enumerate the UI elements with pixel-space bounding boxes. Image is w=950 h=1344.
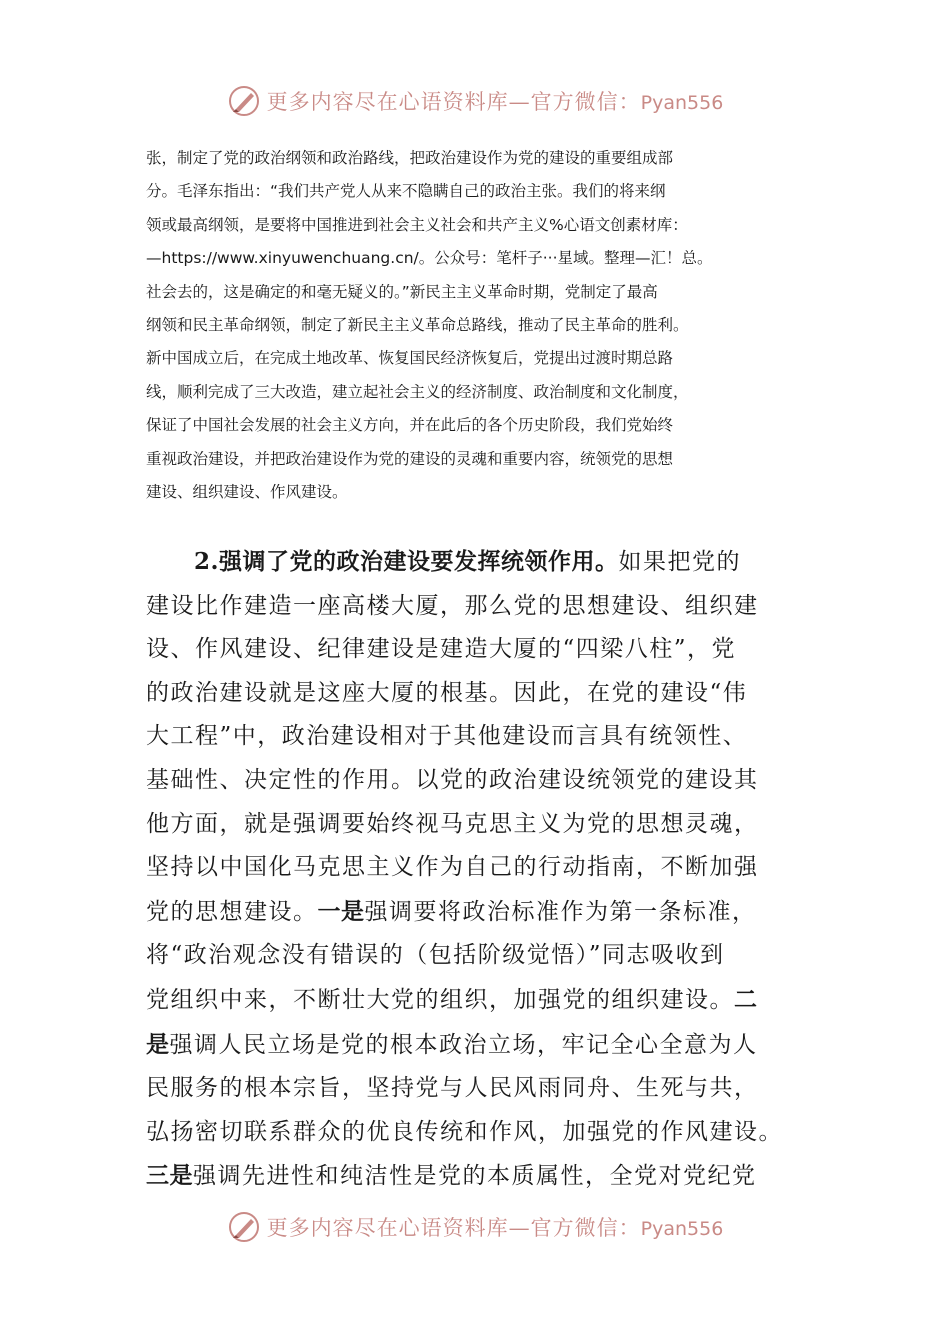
text-line: 新中国成立后，在完成土地改革、恢复国民经济恢复后，党提出过渡时期总路 — [146, 349, 674, 368]
text-line: 党组织中来，不断壮大党的组织，加强党的组织建设。二 — [146, 985, 758, 1013]
text-line: 纲领和民主革命纲领，制定了新民主主义革命总路线，推动了民主革命的胜利。 — [146, 316, 689, 335]
text-line: 保证了中国社会发展的社会主义方向，并在此后的各个历史阶段，我们党始终 — [146, 416, 674, 435]
text-line: 建设、组织建设、作风建设。 — [146, 483, 348, 502]
section-heading: 2.强调了党的政治建设要发挥统领作用。 — [194, 548, 619, 575]
text-line: 的政治建设就是这座大厦的根基。因此，在党的建设“伟 — [146, 679, 748, 706]
text-line: 建设比作建造一座高楼大厦，那么党的思想建设、组织建 — [146, 592, 759, 619]
text-line: 设、作风建设、纪律建设是建造大厦的“四梁八柱”，党 — [146, 636, 737, 663]
footer-banner — [0, 1210, 950, 1244]
text-line: 张，制定了党的政治纲领和政治路线，把政治建设作为党的建设的重要组成部 — [146, 149, 674, 167]
text-line: 党的思想建设。一是强调要将政治标准作为第一条标准， — [146, 897, 757, 925]
text-line: 重视政治建设，并把政治建设作为党的建设的灵魂和重要内容，统领党的思想 — [146, 449, 674, 468]
text-line: 坚持以中国化马克思主义作为自己的行动指南，不断加强 — [146, 854, 759, 881]
text-line: 他方面，就是强调要始终视马克思主义为党的思想灵魂， — [146, 810, 759, 837]
text-line: 是强调人民立场是党的根本政治立场，牢记全心全意为人 — [146, 1030, 758, 1058]
text-line: 分。毛泽东指出：“我们共产党人从来不隐瞒自己的政治主张。我们的将来纲 — [146, 182, 666, 201]
bold-marker: 一是 — [317, 897, 365, 925]
paragraph-intro — [146, 142, 811, 509]
text-line: 将“政治观念没有错误的（包括阶级觉悟）”同志吸收到 — [146, 942, 725, 969]
text-line: 社会去的，这是确定的和毫无疑义的。”新民主主义革命时期，党制定了最高 — [146, 282, 658, 301]
text-line: 线，顺利完成了三大改造，建立起社会主义的经济制度、政治制度和文化制度， — [146, 382, 689, 401]
text-line: 民服务的根本宗旨，坚持党与人民风雨同舟、生死与共， — [146, 1075, 759, 1102]
text-line: 2.强调了党的政治建设要发挥统领作用。如果把党的 — [194, 548, 742, 575]
bold-marker: 三是 — [146, 1162, 193, 1190]
banner-text: 更多内容尽在心语资料库—官方微信：Pyan556 — [266, 90, 724, 114]
paragraph-section-2 — [146, 540, 796, 1199]
banner-text: 更多内容尽在心语资料库—官方微信：Pyan556 — [266, 1216, 724, 1240]
text-line: 弘扬密切联系群众的优良传统和作风，加强党的作风建设。 — [146, 1118, 783, 1145]
bold-marker: 二 — [734, 985, 758, 1013]
header-banner — [0, 84, 950, 118]
text-line: 三是强调先进性和纯洁性是党的本质属性，全党对党纪党 — [146, 1162, 757, 1190]
pen-logo-icon — [227, 1210, 261, 1244]
text-line: 基础性、决定性的作用。以党的政治建设统领党的建设其 — [146, 766, 759, 793]
bold-marker: 是 — [146, 1030, 170, 1058]
text-line: —https://www.xinyuwenchuang.cn/。公众号：笔杆子···星域。整理—汇！总。 — [146, 249, 713, 268]
pen-logo-icon — [227, 84, 261, 118]
text-line: 领或最高纲领，是要将中国推进到社会主义社会和共产主义%心语文创素材库： — [146, 215, 688, 234]
text-line: 大工程”中，政治建设相对于其他建设而言具有统领性、 — [146, 723, 748, 750]
